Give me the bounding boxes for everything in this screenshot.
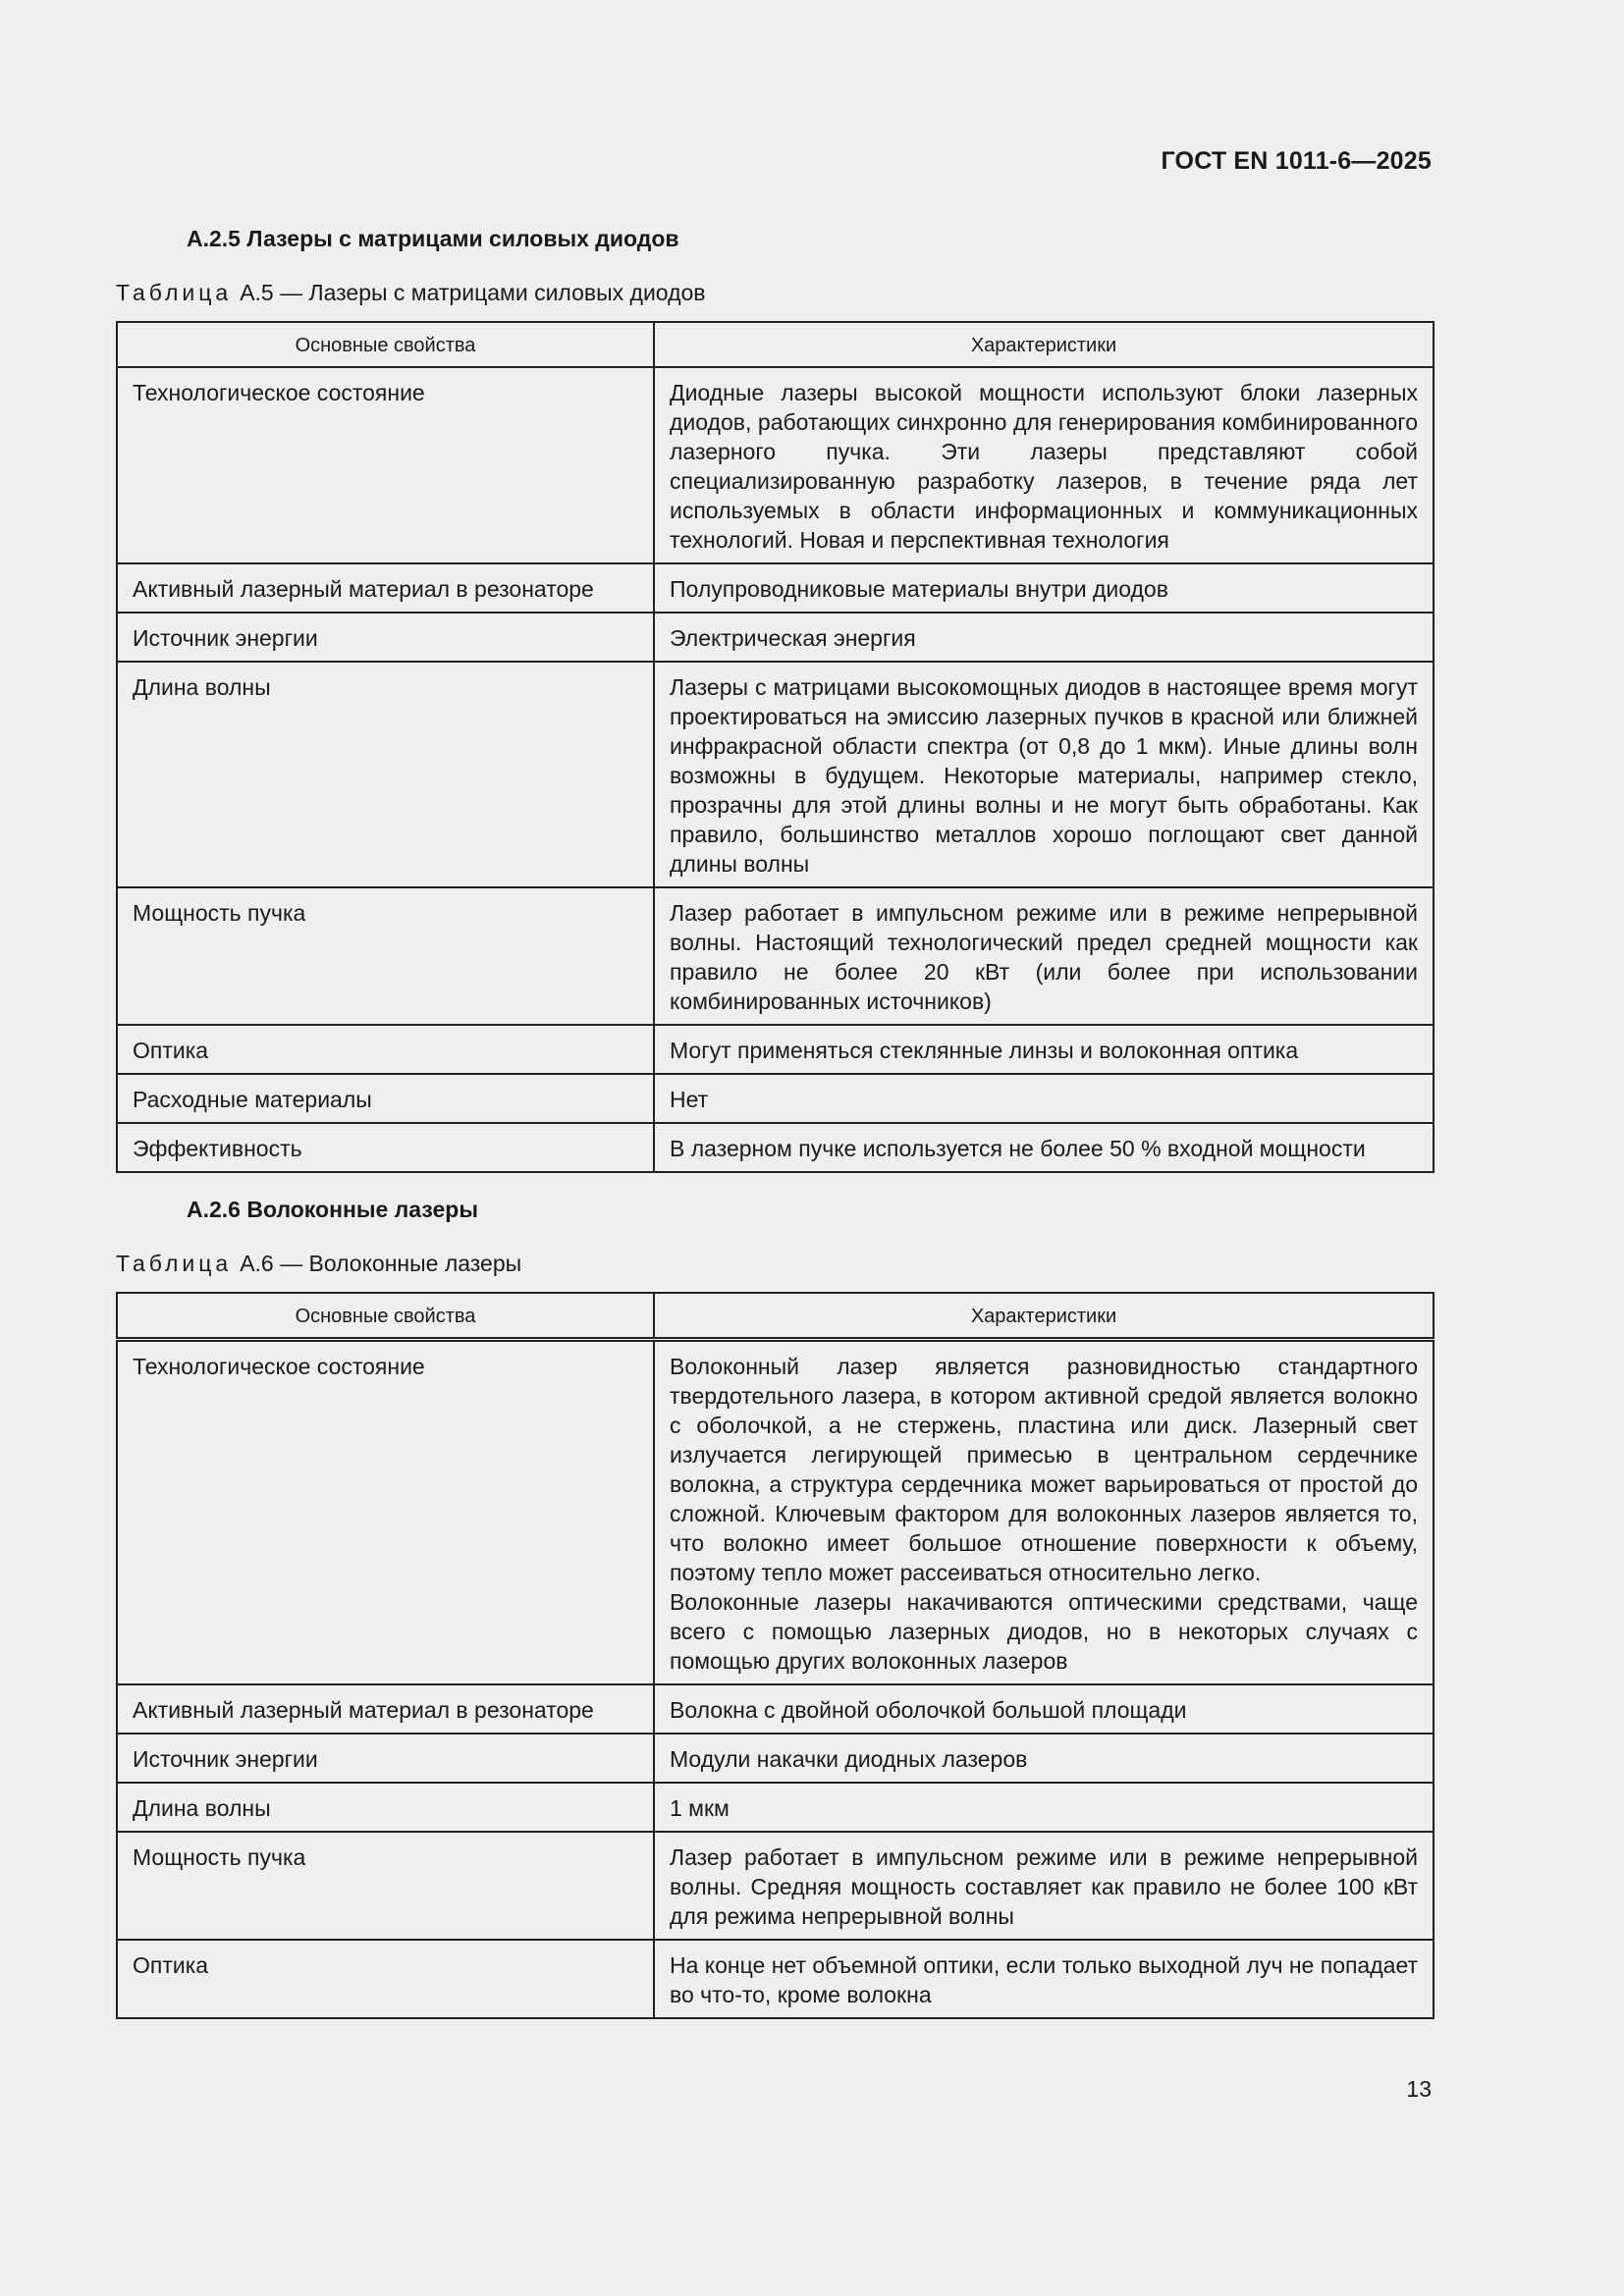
table-caption-a5 — [116, 280, 706, 306]
table-caption-prefix: Таблица — [116, 1251, 233, 1276]
characteristic-cell: Лазер работает в импульсном режиме или в режиме непрерывной волны. Средняя мощность составляет как правило не более 100 кВт для режима непрерывной волны — [654, 1832, 1434, 1940]
section-heading-a26: А.2.6 Волоконные лазеры — [187, 1197, 478, 1222]
characteristic-cell: На конце нет объемной оптики, если только выходной луч не попадает во что-то, кроме волокна — [654, 1940, 1434, 2018]
characteristic-cell: Электрическая энергия — [654, 613, 1434, 662]
characteristic-cell: 1 мкм — [654, 1783, 1434, 1832]
table-row — [117, 662, 1434, 887]
table-a5 — [116, 321, 1435, 1173]
property-cell: Мощность пучка — [117, 887, 654, 1025]
column-header-properties: Основные свойства — [117, 1293, 654, 1340]
table-caption-prefix: Таблица — [116, 280, 233, 305]
column-header-characteristics: Характеристики — [654, 1293, 1434, 1340]
table-row — [117, 887, 1434, 1025]
table-row — [117, 1940, 1434, 2018]
characteristic-cell: Волокна с двойной оболочкой большой площади — [654, 1684, 1434, 1734]
table-row — [117, 563, 1434, 613]
property-cell: Расходные материалы — [117, 1074, 654, 1123]
characteristic-cell: Полупроводниковые материалы внутри диодов — [654, 563, 1434, 613]
property-cell: Активный лазерный материал в резонаторе — [117, 1684, 654, 1734]
table-row — [117, 1783, 1434, 1832]
property-cell: Источник энергии — [117, 613, 654, 662]
table-caption-title: А.5 — Лазеры с матрицами силовых диодов — [240, 280, 706, 305]
characteristic-cell: Могут применяться стеклянные линзы и волоконная оптика — [654, 1025, 1434, 1074]
property-cell: Мощность пучка — [117, 1832, 654, 1940]
property-cell: Активный лазерный материал в резонаторе — [117, 563, 654, 613]
property-cell: Технологическое состояние — [117, 367, 654, 563]
property-cell: Оптика — [117, 1025, 654, 1074]
table-caption-a6 — [116, 1251, 521, 1277]
property-cell: Оптика — [117, 1940, 654, 2018]
characteristic-cell: Лазер работает в импульсном режиме или в режиме непрерывной волны. Настоящий технологический предел средней мощности как правило не более 20 кВт (или более при использовании комбинированных источников) — [654, 887, 1434, 1025]
column-header-characteristics: Характеристики — [654, 322, 1434, 367]
table-header-row — [117, 322, 1434, 367]
table-header-row — [117, 1293, 1434, 1340]
characteristic-paragraph: Волоконный лазер является разновидностью стандартного твердотельного лазера, в котором активной средой является волокно с оболочкой, а не стержень, пластина или диск. Лазерный свет излучается легирующей примесью в центральном сердечнике волокна, а структура сердечника может варьироваться от простой до сложной. Ключевым фактором для волоконных лазеров является то, что волокно имеет большое отношение поверхности к объему, поэтому тепло может рассеиваться относительно легко. — [670, 1354, 1418, 1585]
page-number: 13 — [1406, 2076, 1432, 2102]
property-cell: Источник энергии — [117, 1734, 654, 1783]
property-cell: Эффективность — [117, 1123, 654, 1172]
property-cell: Длина волны — [117, 1783, 654, 1832]
characteristic-cell: Модули накачки диодных лазеров — [654, 1734, 1434, 1783]
characteristic-cell: Диодные лазеры высокой мощности используют блоки лазерных диодов, работающих синхронно для генерирования комбинированного лазерного пучка. Эти лазеры представляют собой специализированную разработку лазеров, в течение ряда лет используемых в области информационных и коммуникационных технологий. Новая и перспективная технология — [654, 367, 1434, 563]
table-row — [117, 1832, 1434, 1940]
table-row — [117, 1684, 1434, 1734]
property-cell: Технологическое состояние — [117, 1340, 654, 1685]
characteristic-paragraph: Волоконные лазеры накачиваются оптическими средствами, чаще всего с помощью лазерных диодов, но в некоторых случаях с помощью других волоконных лазеров — [670, 1589, 1418, 1674]
table-row — [117, 1734, 1434, 1783]
section-heading-a25: А.2.5 Лазеры с матрицами силовых диодов — [187, 226, 679, 251]
characteristic-cell: В лазерном пучке используется не более 50 % входной мощности — [654, 1123, 1434, 1172]
table-caption-title: А.6 — Волоконные лазеры — [240, 1251, 522, 1276]
table-row — [117, 613, 1434, 662]
table-row — [117, 1340, 1434, 1685]
table-row — [117, 367, 1434, 563]
characteristic-cell: Лазеры с матрицами высокомощных диодов в настоящее время могут проектироваться на эмиссию лазерных пучков в красной или ближней инфракрасной области спектра (от 0,8 до 1 мкм). Иные длины волн возможны в будущем. Некоторые материалы, например стекло, прозрачны для этой длины волны и не могут быть обработаны. Как правило, большинство металлов хорошо поглощают свет данной длины волны — [654, 662, 1434, 887]
table-row — [117, 1074, 1434, 1123]
property-cell: Длина волны — [117, 662, 654, 887]
column-header-properties: Основные свойства — [117, 322, 654, 367]
document-code: ГОСТ EN 1011-6—2025 — [1161, 147, 1432, 175]
table-row — [117, 1123, 1434, 1172]
characteristic-cell: Нет — [654, 1074, 1434, 1123]
characteristic-cell — [654, 1340, 1434, 1685]
table-row — [117, 1025, 1434, 1074]
table-a6 — [116, 1292, 1435, 2019]
